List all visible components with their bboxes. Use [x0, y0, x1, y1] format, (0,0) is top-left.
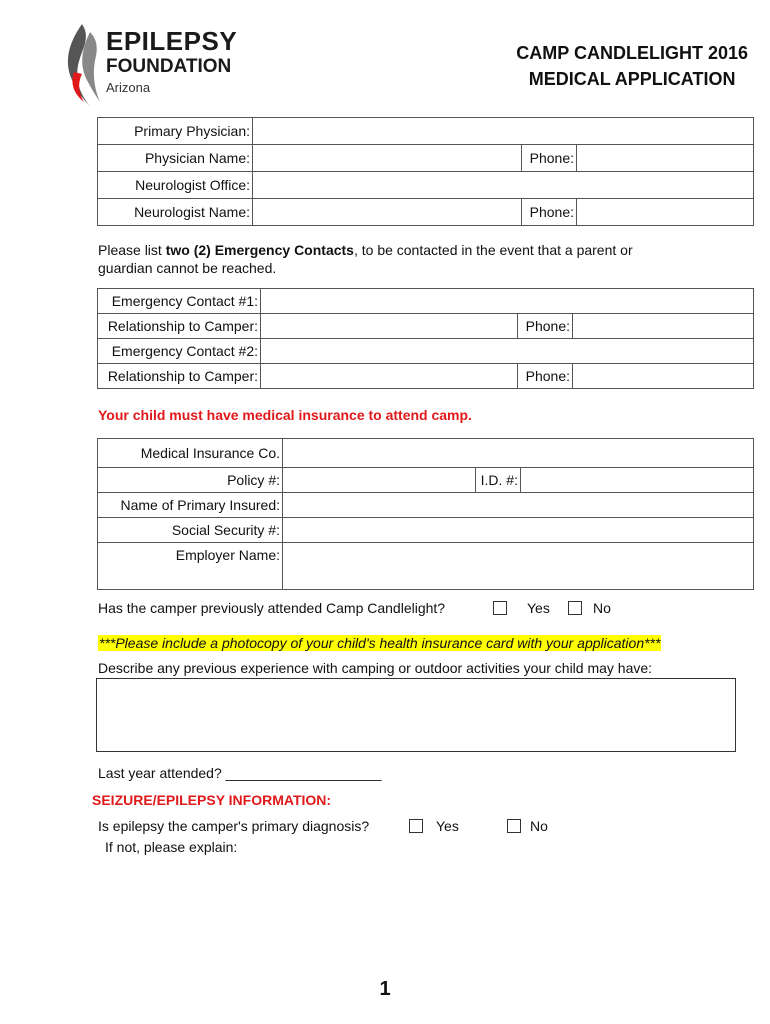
emergency-contact1-label: Emergency Contact #1:	[98, 289, 261, 314]
id-field[interactable]	[521, 468, 754, 493]
attended-no-label: No	[593, 600, 611, 616]
emergency-intro	[98, 241, 718, 277]
relationship2-label: Relationship to Camper:	[98, 364, 261, 389]
primary-insured-field[interactable]	[283, 493, 754, 518]
intro-text-after: , to be contacted in the event that a parent or	[353, 242, 633, 258]
employer-field[interactable]	[283, 543, 754, 590]
ssn-label: Social Security #:	[98, 518, 283, 543]
insurance-company-label: Medical Insurance Co.	[98, 439, 283, 468]
experience-prompt: Describe any previous experience with camping or outdoor activities your child may have:	[98, 660, 653, 676]
intro-text-bold: two (2) Emergency Contacts	[165, 242, 354, 258]
policy-label: Policy #:	[98, 468, 283, 493]
emergency-phone2-label: Phone:	[518, 364, 573, 389]
emergency-phone1-label: Phone:	[518, 314, 573, 339]
employer-label: Employer Name:	[98, 543, 283, 590]
physician-phone-label: Phone:	[522, 145, 577, 172]
physician-phone-field[interactable]	[577, 145, 754, 172]
intro-text-before: Please list	[98, 242, 166, 258]
attended-yes-label: Yes	[527, 600, 550, 616]
experience-textbox[interactable]	[96, 678, 736, 752]
page-title	[516, 40, 748, 92]
ssn-field[interactable]	[283, 518, 754, 543]
relationship1-label: Relationship to Camper:	[98, 314, 261, 339]
attended-yes-checkbox[interactable]	[493, 601, 507, 615]
epilepsy-foundation-logo	[60, 22, 250, 112]
neurologist-office-label: Neurologist Office:	[98, 172, 253, 199]
diagnosis-no-checkbox[interactable]	[507, 819, 521, 833]
insurance-table	[97, 438, 754, 590]
insurance-company-field[interactable]	[283, 439, 754, 468]
attended-question: Has the camper previously attended Camp Candlelight?	[98, 600, 446, 616]
neurologist-name-label: Neurologist Name:	[98, 199, 253, 226]
diagnosis-question: Is epilepsy the camper's primary diagnosis?	[98, 818, 370, 834]
title-line1: CAMP CANDLELIGHT 2016	[516, 43, 748, 63]
explain-prompt: If not, please explain:	[105, 839, 238, 855]
logo-line1: EPILEPSY	[106, 26, 238, 56]
neurologist-name-field[interactable]	[253, 199, 522, 226]
title-line2: MEDICAL APPLICATION	[528, 69, 736, 89]
page-number: 1	[379, 978, 391, 1000]
photocopy-note: ***Please include a photocopy of your child's health insurance card with your application***	[99, 635, 661, 651]
seizure-heading: SEIZURE/EPILEPSY INFORMATION:	[92, 792, 332, 808]
physician-table	[97, 117, 754, 226]
flame-icon	[60, 22, 104, 108]
emergency-table	[97, 288, 754, 389]
emergency-phone2-field[interactable]	[573, 364, 754, 389]
emergency-contact1-field[interactable]	[261, 289, 754, 314]
relationship1-field[interactable]	[261, 314, 518, 339]
neurologist-office-field[interactable]	[253, 172, 754, 199]
attended-no-checkbox[interactable]	[568, 601, 582, 615]
primary-physician-label: Primary Physician:	[98, 118, 253, 145]
last-year-attended: Last year attended? ____________________	[98, 765, 382, 781]
logo-line3: Arizona	[106, 80, 151, 95]
emergency-phone1-field[interactable]	[573, 314, 754, 339]
diagnosis-yes-label: Yes	[436, 818, 459, 834]
diagnosis-yes-checkbox[interactable]	[409, 819, 423, 833]
primary-physician-field[interactable]	[253, 118, 754, 145]
emergency-contact2-field[interactable]	[261, 339, 754, 364]
intro-text-line2: guardian cannot be reached.	[98, 260, 277, 276]
policy-field[interactable]	[283, 468, 476, 493]
insurance-notice: Your child must have medical insurance to attend camp.	[98, 407, 472, 423]
logo-line2: FOUNDATION	[106, 56, 232, 77]
physician-name-field[interactable]	[253, 145, 522, 172]
physician-name-label: Physician Name:	[98, 145, 253, 172]
neurologist-phone-field[interactable]	[577, 199, 754, 226]
diagnosis-no-label: No	[530, 818, 548, 834]
primary-insured-label: Name of Primary Insured:	[98, 493, 283, 518]
relationship2-field[interactable]	[261, 364, 518, 389]
neurologist-phone-label: Phone:	[522, 199, 577, 226]
emergency-contact2-label: Emergency Contact #2:	[98, 339, 261, 364]
id-label: I.D. #:	[476, 468, 521, 493]
